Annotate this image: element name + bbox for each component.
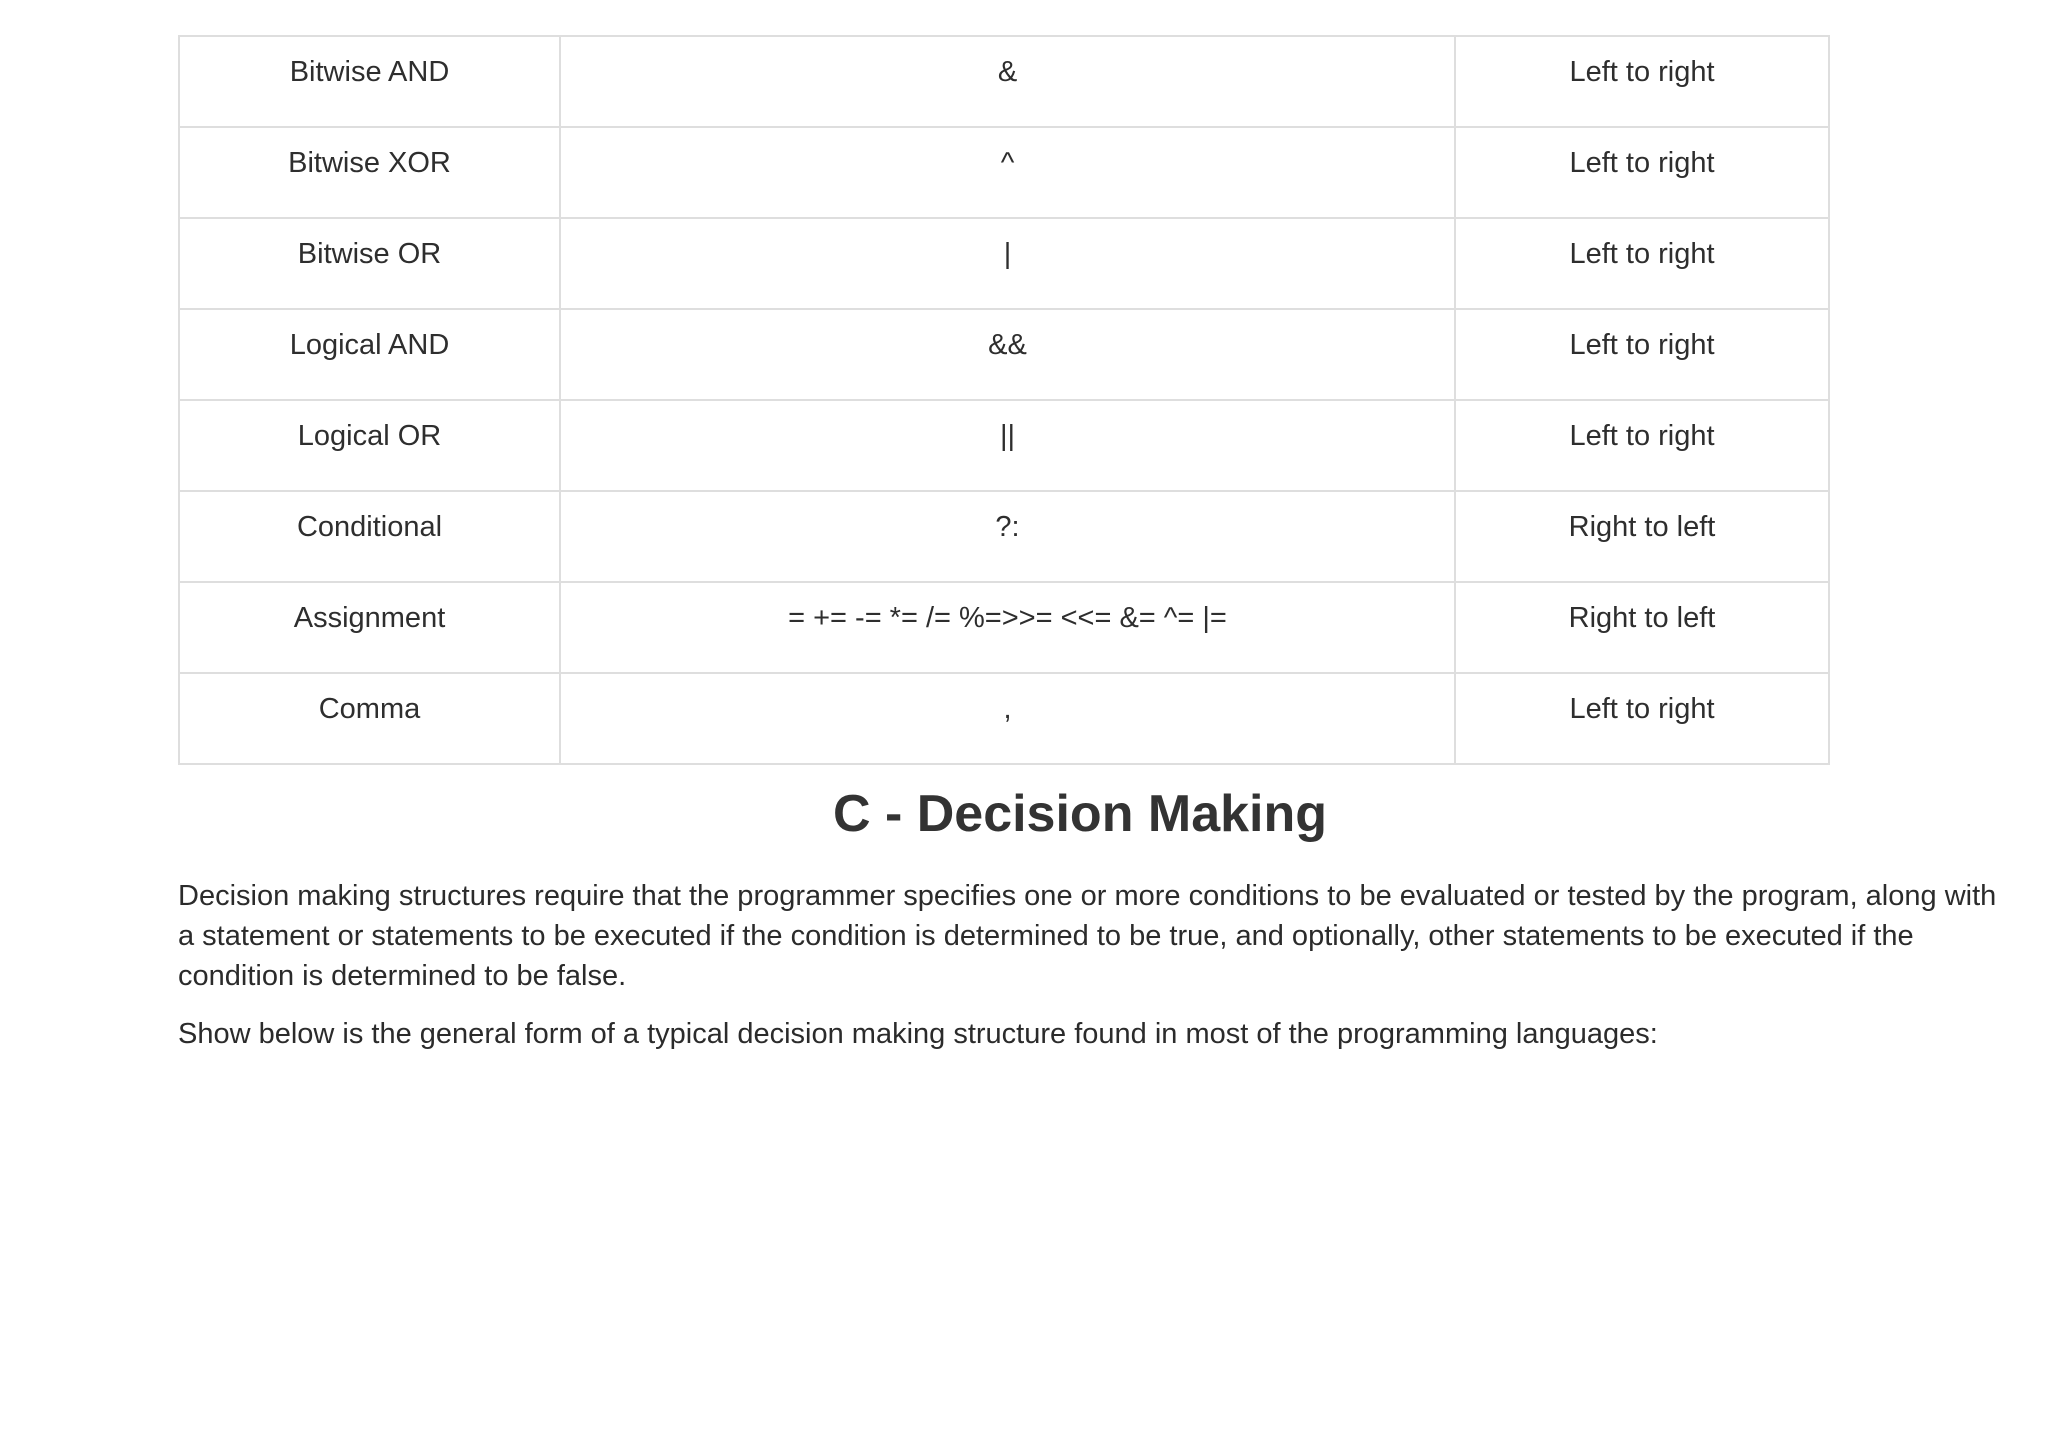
associativity-cell: Left to right [1455,400,1829,491]
associativity-cell: Left to right [1455,673,1829,764]
category-cell: Assignment [179,582,560,673]
operator-cell: ^ [560,127,1455,218]
table-row [179,582,1829,673]
table-row [179,491,1829,582]
general-form-paragraph: Show below is the general form of a typical decision making structure found in most of the programming languages: [178,1018,1658,1050]
table-row [179,36,1829,127]
operator-cell: = += -= *= /= %=>>= <<= &= ^= |= [560,582,1455,673]
operator-precedence-table [178,35,1830,765]
operator-cell: || [560,400,1455,491]
category-cell: Bitwise AND [179,36,560,127]
operator-cell: && [560,309,1455,400]
associativity-cell: Left to right [1455,218,1829,309]
category-cell: Conditional [179,491,560,582]
section-heading: C - Decision Making [832,785,1328,843]
category-cell: Bitwise OR [179,218,560,309]
associativity-cell: Left to right [1455,309,1829,400]
operator-cell: & [560,36,1455,127]
category-cell: Logical OR [179,400,560,491]
operator-cell: , [560,673,1455,764]
category-cell: Bitwise XOR [179,127,560,218]
category-cell: Comma [179,673,560,764]
associativity-cell: Right to left [1455,582,1829,673]
category-cell: Logical AND [179,309,560,400]
associativity-cell: Left to right [1455,127,1829,218]
operator-cell: | [560,218,1455,309]
operator-cell: ?: [560,491,1455,582]
table-row [179,673,1829,764]
associativity-cell: Left to right [1455,36,1829,127]
table-row [179,400,1829,491]
table-row [179,127,1829,218]
table-row [179,309,1829,400]
associativity-cell: Right to left [1455,491,1829,582]
intro-paragraph: Decision making structures require that the programmer specifies one or more conditions to be evaluated or tested by the program, along with a statement or statements to be executed if the condition is determined to be true, and optionally, other statements to be executed if the condition is determined to be false. [178,880,1997,992]
table-row [179,218,1829,309]
